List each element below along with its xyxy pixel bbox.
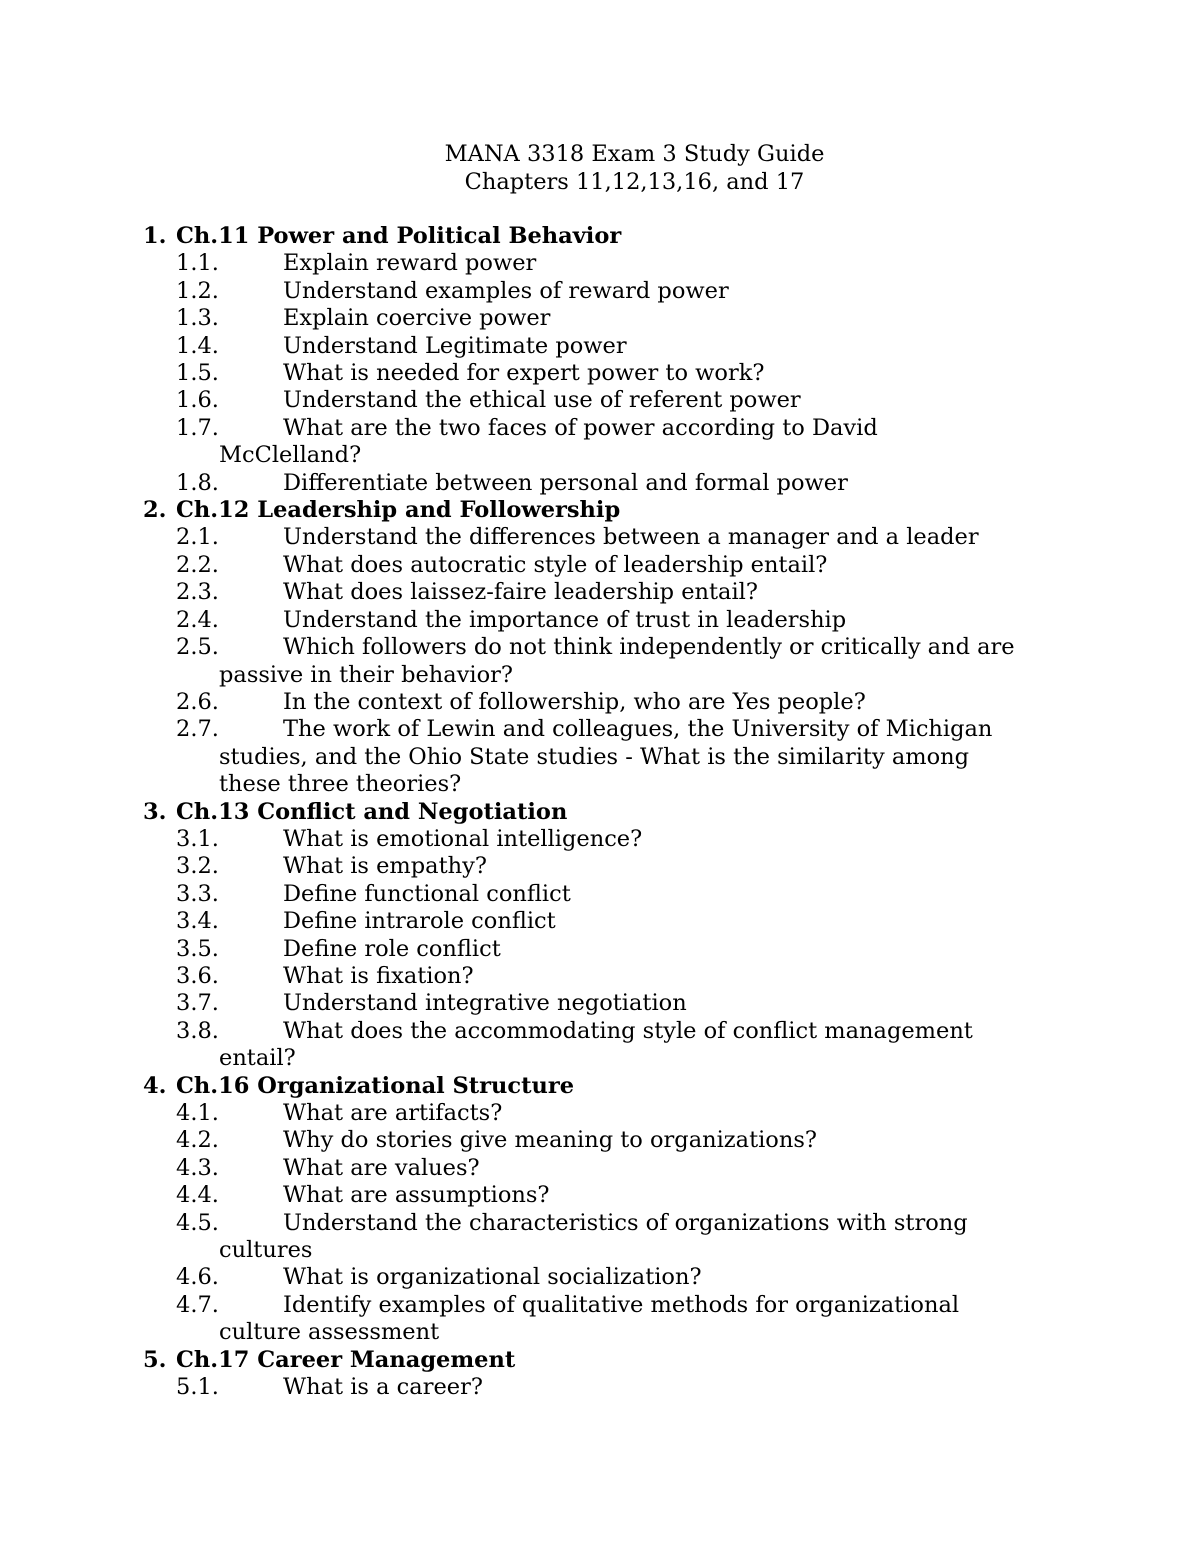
document-subtitle: Chapters 11,12,13,16, and 17 [464,169,805,195]
item-text-line: What are the two faces of power according to David [283,414,878,441]
section-number: 4. [143,1072,167,1099]
item-text-line: Understand the characteristics of organizations with strong [283,1209,968,1236]
item-number: 1.2. [176,277,219,304]
item-number: 2.7. [176,716,219,743]
item-number: 3.7. [176,990,219,1017]
section-heading [0,1073,1200,1100]
item-number: 3.5. [176,935,219,962]
item-number: 5.1. [176,1374,219,1401]
item-number: 3.4. [176,908,219,935]
item-text: What is organizational socialization? [283,1264,702,1291]
item-number: 3.8. [176,1017,219,1044]
list-item [0,936,1200,963]
item-text: Explain coercive power [283,305,551,332]
section-number: 2. [143,497,167,524]
item-number: 1.1. [176,250,219,277]
item-text-line: McClelland? [219,442,362,469]
item-number: 3.1. [176,825,219,852]
item-number: 4.4. [176,1182,219,1209]
item-number: 1.6. [176,387,219,414]
list-item [0,387,1200,414]
list-item [0,634,1200,689]
item-text: Understand the differences between a manager and a leader [283,524,979,551]
item-text: In the context of followership, who are Yes people? [283,688,866,715]
section-number: 3. [143,798,167,825]
item-text: Understand integrative negotiation [283,990,687,1017]
item-text: What is empathy? [283,853,487,880]
item-number: 2.1. [176,524,219,551]
list-item [0,853,1200,880]
item-text: Why do stories give meaning to organizations? [283,1127,817,1154]
list-item [0,1374,1200,1401]
item-number: 2.4. [176,606,219,633]
item-text-line: these three theories? [219,771,462,798]
item-text-line: entail? [219,1045,296,1072]
item-text: What is a career? [283,1374,483,1401]
title-block [0,140,1200,196]
list-item [0,1292,1200,1347]
item-text: Understand Legitimate power [283,332,627,359]
list-item [0,826,1200,853]
section-title: Ch.16 Organizational Structure [176,1072,575,1099]
section-number: 5. [143,1346,167,1373]
item-number: 2.2. [176,551,219,578]
item-number: 1.7. [176,414,219,441]
list-item [0,1018,1200,1073]
section-heading [0,799,1200,826]
list-item [0,1264,1200,1291]
item-text: What are artifacts? [283,1100,503,1126]
study-guide-outline [0,223,1200,1401]
list-item [0,360,1200,387]
list-item [0,963,1200,990]
list-item [0,552,1200,579]
item-text: What does laissez-faire leadership entail? [283,579,758,606]
item-text-line: What does the accommodating style of conflict management [283,1017,973,1044]
item-number: 1.5. [176,360,219,387]
item-text: What does autocratic style of leadership entail? [283,551,828,578]
item-number: 4.7. [176,1291,219,1318]
item-text-line: passive in their behavior? [219,661,513,688]
list-item [0,415,1200,470]
list-item [0,716,1200,798]
item-number: 2.6. [176,688,219,715]
item-number: 1.3. [176,305,219,332]
list-item [0,689,1200,716]
item-text: What is needed for expert power to work? [283,360,765,387]
list-item [0,470,1200,497]
item-number: 3.2. [176,853,219,880]
item-text-line: culture assessment [219,1319,440,1346]
section-title: Ch.13 Conflict and Negotiation [176,798,568,825]
item-text: Understand the ethical use of referent power [283,387,801,414]
item-text: Explain reward power [283,250,537,277]
item-text: What is emotional intelligence? [283,825,643,852]
list-item [0,278,1200,305]
section-number: 1. [143,223,167,249]
item-number: 4.3. [176,1154,219,1181]
item-number: 4.6. [176,1264,219,1291]
document-title: MANA 3318 Exam 3 Study Guide [444,141,825,167]
list-item [0,990,1200,1017]
item-text: What are values? [283,1154,480,1181]
list-item [0,250,1200,277]
item-text: Define functional conflict [283,880,571,907]
list-item [0,1210,1200,1265]
item-number: 4.1. [176,1100,219,1126]
item-number: 2.3. [176,579,219,606]
section-heading [0,1347,1200,1374]
section-heading [0,223,1200,250]
list-item [0,1100,1200,1127]
item-text-line: Identify examples of qualitative methods for organizational [283,1291,960,1318]
item-text-line: The work of Lewin and colleagues, the University of Michigan [283,716,993,743]
item-text-line: Which followers do not think independently or critically and are [283,634,1015,661]
list-item [0,305,1200,332]
section-heading [0,497,1200,524]
list-item [0,908,1200,935]
list-item [0,881,1200,908]
section-title: Ch.12 Leadership and Followership [176,497,621,524]
item-text: Differentiate between personal and formal power [283,469,848,496]
item-number: 1.8. [176,469,219,496]
list-item [0,1127,1200,1154]
list-item [0,333,1200,360]
list-item [0,524,1200,551]
item-text: Define role conflict [283,935,501,962]
item-text: Define intrarole conflict [283,908,556,935]
list-item [0,607,1200,634]
item-number: 3.3. [176,880,219,907]
item-number: 4.2. [176,1127,219,1154]
item-text: Understand examples of reward power [283,277,729,304]
item-text-line: studies, and the Ohio State studies - What is the similarity among [219,743,970,770]
section-title: Ch.11 Power and Political Behavior [176,223,622,249]
item-text: What is fixation? [283,962,474,989]
item-text-line: cultures [219,1237,313,1264]
list-item [0,1182,1200,1209]
item-number: 3.6. [176,962,219,989]
item-number: 2.5. [176,634,219,661]
list-item [0,1155,1200,1182]
section-title: Ch.17 Career Management [176,1346,516,1373]
item-text: Understand the importance of trust in leadership [283,606,847,633]
item-text: What are assumptions? [283,1182,550,1209]
item-number: 4.5. [176,1209,219,1236]
item-number: 1.4. [176,332,219,359]
list-item [0,579,1200,606]
